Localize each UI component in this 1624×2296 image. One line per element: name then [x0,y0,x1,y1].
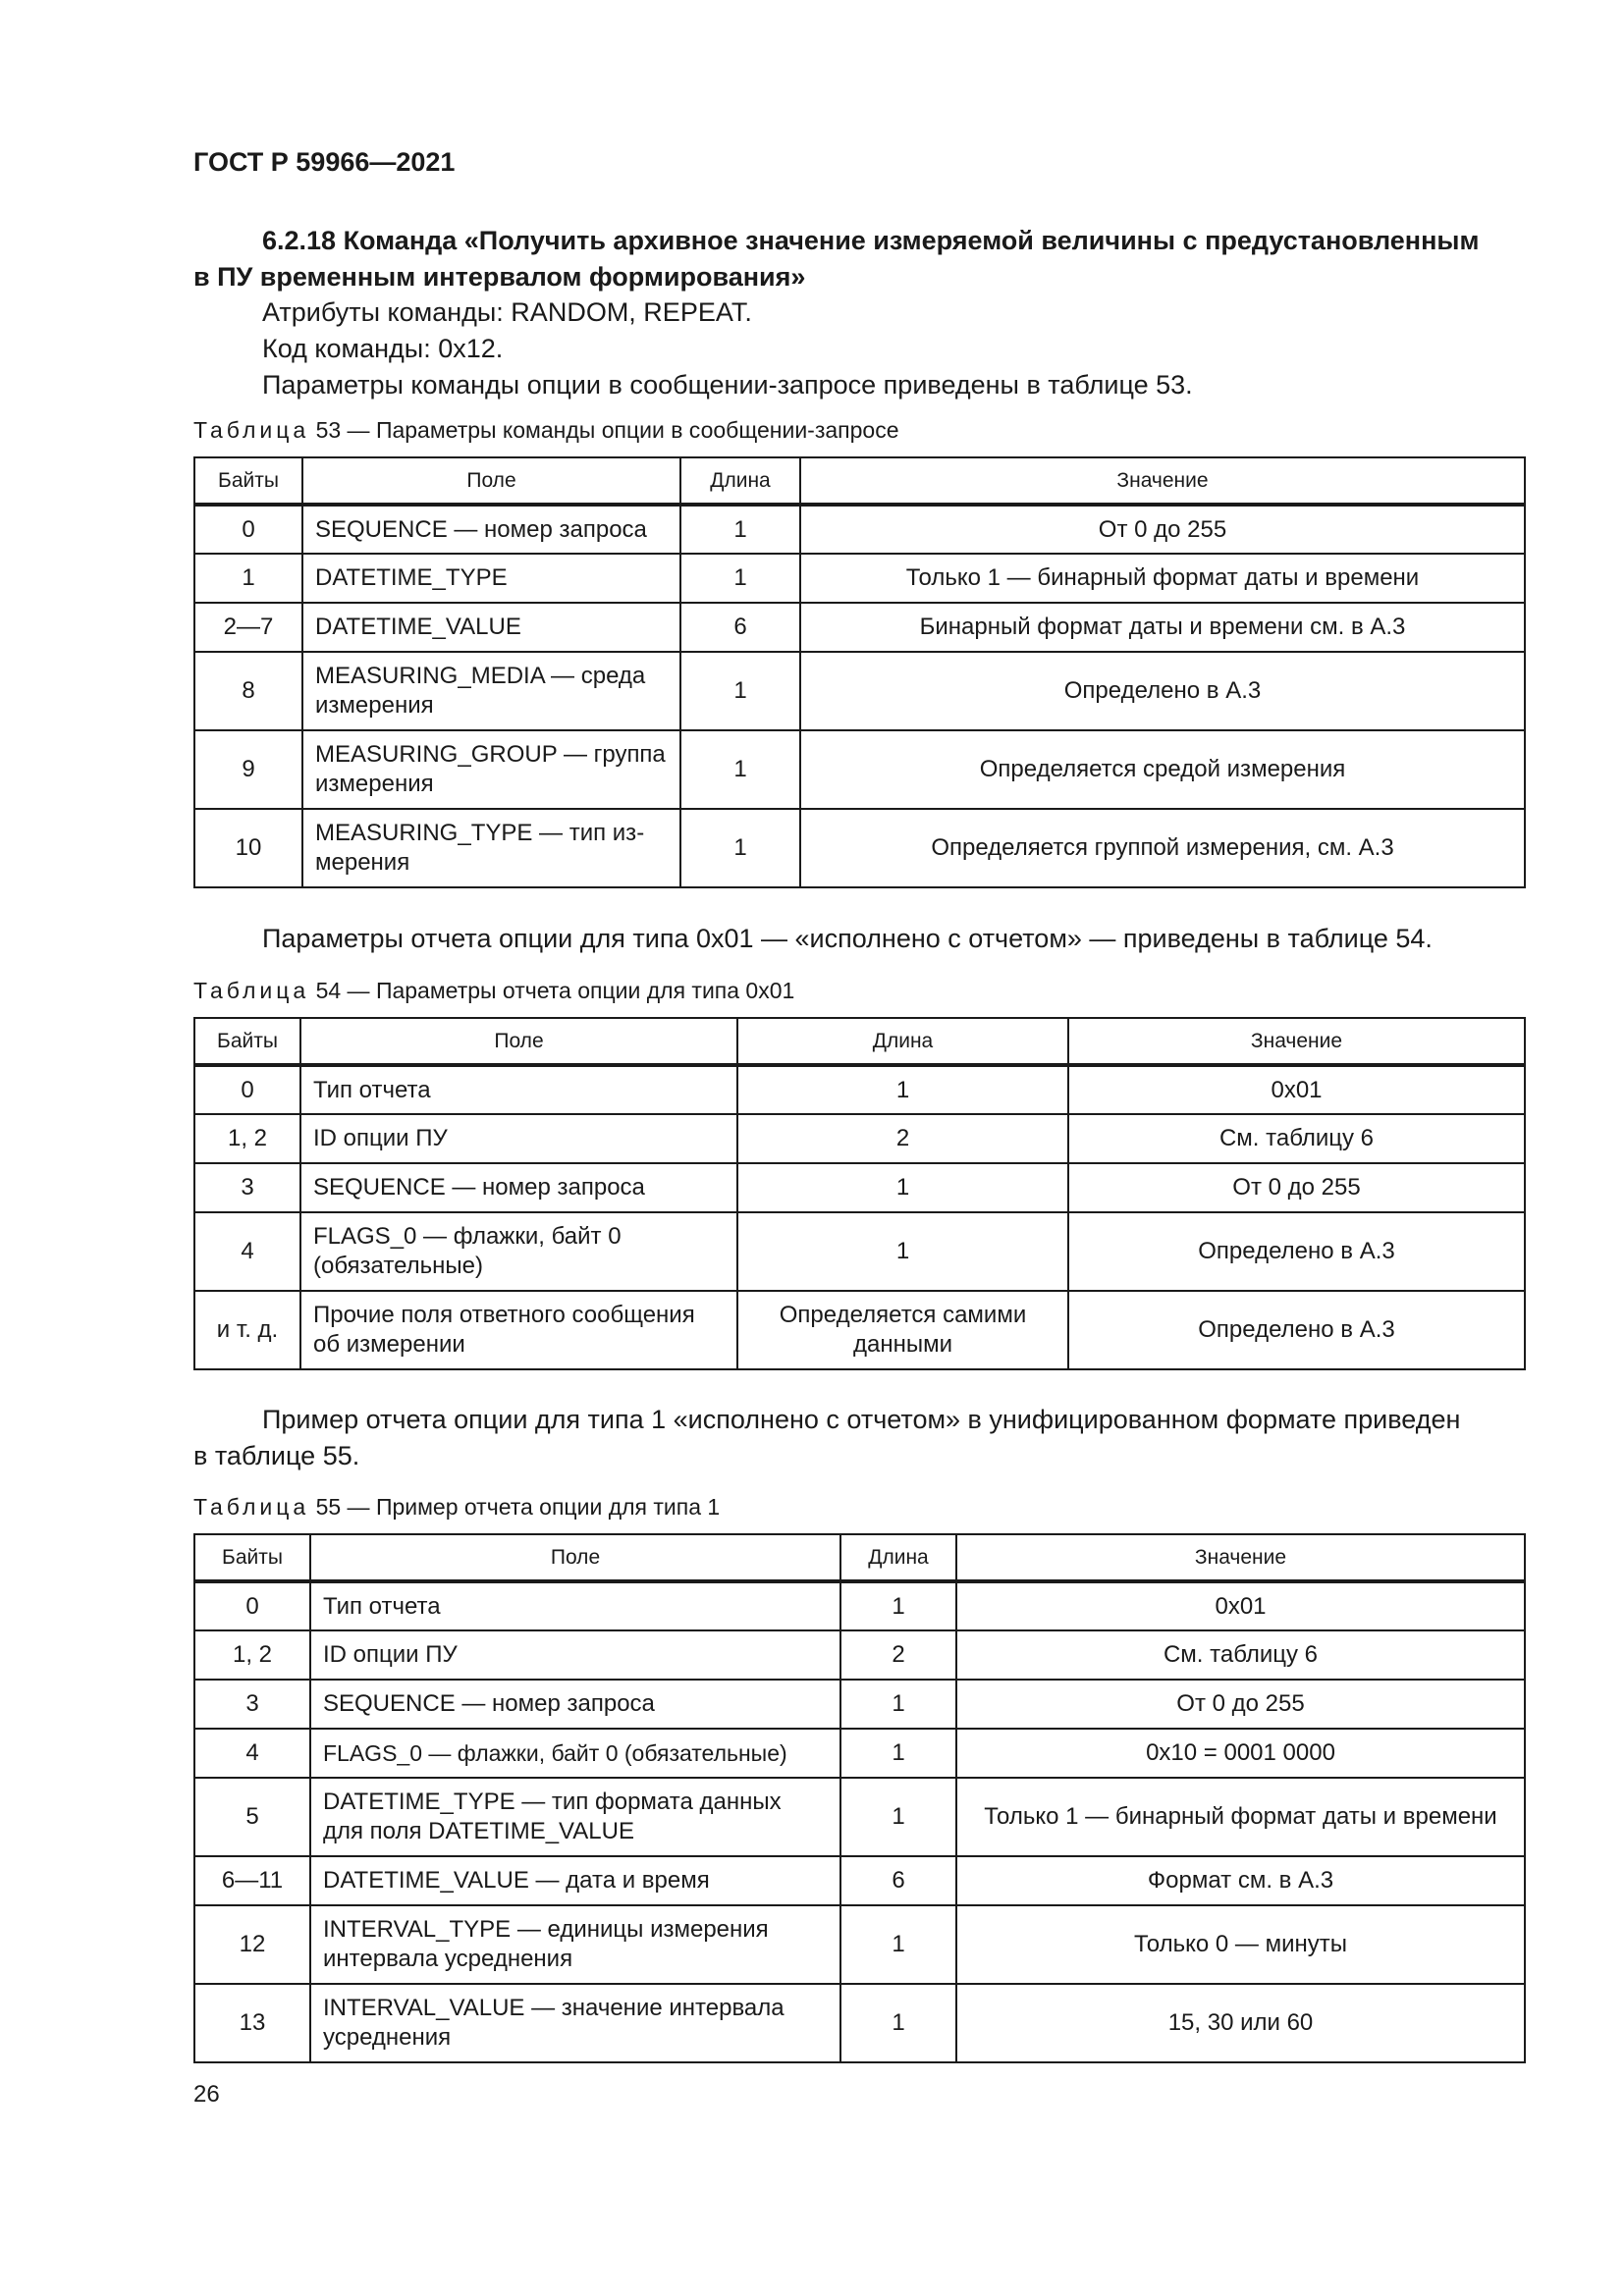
table-row [194,1581,1525,1630]
cell-length: 1 [840,1778,956,1856]
cell-length: Определяется самими данными [737,1291,1068,1369]
cell-length: 1 [737,1065,1068,1114]
cell-bytes: 1, 2 [194,1114,300,1163]
cell-length: 1 [840,1680,956,1729]
table-54 [193,1017,1526,1370]
cell-length: 1 [840,1984,956,2062]
table53-header-row [194,457,1525,505]
cell-length: 6 [840,1856,956,1905]
cell-field: MEASURING_TYPE — тип из-мерения [302,809,680,887]
table-row [194,1680,1525,1729]
cell-value: От 0 до 255 [956,1680,1525,1729]
table54-header-bytes: Байты [194,1018,300,1065]
section-title-line2: в ПУ временным интервалом формирования» [193,262,806,292]
table-row [194,1856,1525,1905]
table54-header-field: Поле [300,1018,737,1065]
cell-bytes: 3 [194,1680,310,1729]
cell-bytes: 2—7 [194,603,302,652]
command-code: Код команды: 0x12. [262,334,504,363]
cell-field: INTERVAL_TYPE — единицы измерения интервала усреднения [310,1905,840,1984]
table-row [194,730,1525,809]
cell-length: 6 [680,603,800,652]
table53-caption [193,417,899,444]
command-attributes: Атрибуты команды: RANDOM, REPEAT. [262,297,752,327]
table55-header-row [194,1534,1525,1581]
cell-field: Тип отчета [310,1581,840,1630]
cell-field: DATETIME_TYPE — тип формата данных для поля DATETIME_VALUE [310,1778,840,1856]
table-row [194,1114,1525,1163]
cell-value: 0x01 [1068,1065,1525,1114]
cell-length: 1 [737,1212,1068,1291]
cell-bytes: 13 [194,1984,310,2062]
cell-field: ID опции ПУ [300,1114,737,1163]
table-row [194,1212,1525,1291]
table55-intro [193,1402,1509,1474]
table-row [194,554,1525,603]
table-row [194,1630,1525,1680]
table-row [194,1163,1525,1212]
table-55 [193,1533,1526,2063]
cell-length: 1 [840,1729,956,1778]
cell-field: FLAGS_0 — флажки, байт 0 (обязательные) [300,1212,737,1291]
cell-field: DATETIME_TYPE [302,554,680,603]
cell-field: Тип отчета [300,1065,737,1114]
table53-caption-word: Таблица [193,417,310,443]
cell-bytes: 0 [194,1581,310,1630]
cell-bytes: 6—11 [194,1856,310,1905]
table55-header-value: Значение [956,1534,1525,1581]
cell-value: Определяется средой измерения [800,730,1525,809]
cell-value: 15, 30 или 60 [956,1984,1525,2062]
cell-value: Определяется группой измерения, см. А.3 [800,809,1525,887]
cell-bytes: 0 [194,505,302,554]
table54-header-value: Значение [1068,1018,1525,1065]
cell-field: INTERVAL_VALUE — значение интервала усреднения [310,1984,840,2062]
cell-bytes: 3 [194,1163,300,1212]
cell-value: Определено в А.3 [1068,1212,1525,1291]
cell-field: SEQUENCE — номер запроса [310,1680,840,1729]
cell-value: Определено в А.3 [1068,1291,1525,1369]
table55-header-length: Длина [840,1534,956,1581]
table55-intro-line1: Пример отчета опции для типа 1 «исполнено с отчетом» в унифицированном формате приведен [262,1405,1461,1434]
cell-value: От 0 до 255 [1068,1163,1525,1212]
table53-intro: Параметры команды опции в сообщении-запросе приведены в таблице 53. [262,370,1193,400]
cell-length: 1 [680,809,800,887]
table54-caption-text: 54 — Параметры отчета опции для типа 0x01 [315,978,795,1003]
cell-length: 1 [680,505,800,554]
cell-value: 0x01 [956,1581,1525,1630]
cell-field: FLAGS_0 — флажки, байт 0 (обязательные) [310,1729,840,1778]
table55-caption-word: Таблица [193,1494,310,1520]
table-row [194,809,1525,887]
table53-header-bytes: Байты [194,457,302,505]
cell-bytes: 9 [194,730,302,809]
cell-bytes: 10 [194,809,302,887]
table-row [194,1729,1525,1778]
table55-header-field: Поле [310,1534,840,1581]
section-title-line1: 6.2.18 Команда «Получить архивное значение измеряемой величины с предустановленным [262,226,1480,255]
table-row [194,1291,1525,1369]
table54-intro-text: Параметры отчета опции для типа 0x01 — «исполнено с отчетом» — приведены в таблице 54. [262,924,1433,953]
table54-caption-word: Таблица [193,978,310,1003]
cell-length: 2 [737,1114,1068,1163]
cell-value: Бинарный формат даты и времени см. в А.3 [800,603,1525,652]
table55-caption [193,1494,720,1521]
cell-field: MEASURING_MEDIA — среда измерения [302,652,680,730]
cell-field: SEQUENCE — номер запроса [302,505,680,554]
cell-value: Формат см. в А.3 [956,1856,1525,1905]
cell-bytes: 12 [194,1905,310,1984]
cell-bytes: 8 [194,652,302,730]
table55-caption-text: 55 — Пример отчета опции для типа 1 [315,1494,721,1520]
table-53 [193,456,1526,888]
cell-value: От 0 до 255 [800,505,1525,554]
cell-length: 2 [840,1630,956,1680]
cell-length: 1 [680,730,800,809]
cell-value: 0x10 = 0001 0000 [956,1729,1525,1778]
cell-bytes: и т. д. [194,1291,300,1369]
section-heading [193,223,1509,295]
table54-caption [193,978,794,1004]
table54-intro [193,921,1509,957]
table54-header-row [194,1018,1525,1065]
cell-bytes: 1 [194,554,302,603]
cell-length: 1 [840,1905,956,1984]
table55-header-bytes: Байты [194,1534,310,1581]
cell-length: 1 [840,1581,956,1630]
cell-field: DATETIME_VALUE — дата и время [310,1856,840,1905]
cell-bytes: 4 [194,1212,300,1291]
cell-value: Только 0 — минуты [956,1905,1525,1984]
cell-bytes: 4 [194,1729,310,1778]
cell-length: 1 [737,1163,1068,1212]
cell-value: Только 1 — бинарный формат даты и времени [956,1778,1525,1856]
table53-caption-text: 53 — Параметры команды опции в сообщении-запросе [315,417,899,443]
table-row [194,1065,1525,1114]
table-row [194,1778,1525,1856]
cell-field: Прочие поля ответного сообщения об измерении [300,1291,737,1369]
cell-length: 1 [680,652,800,730]
table54-header-length: Длина [737,1018,1068,1065]
cell-field: MEASURING_GROUP — группа измерения [302,730,680,809]
cell-value: См. таблицу 6 [1068,1114,1525,1163]
cell-value: Только 1 — бинарный формат даты и времени [800,554,1525,603]
table53-header-value: Значение [800,457,1525,505]
cell-bytes: 1, 2 [194,1630,310,1680]
table55-intro-line2: в таблице 55. [193,1441,360,1470]
table-row [194,1905,1525,1984]
page-number: 26 [193,2081,220,2108]
command-description [193,294,1509,403]
cell-value: Определено в А.3 [800,652,1525,730]
cell-bytes: 5 [194,1778,310,1856]
cell-length: 1 [680,554,800,603]
cell-value: См. таблицу 6 [956,1630,1525,1680]
cell-field: DATETIME_VALUE [302,603,680,652]
table-row [194,603,1525,652]
table-row [194,1984,1525,2062]
cell-bytes: 0 [194,1065,300,1114]
document-id: ГОСТ Р 59966—2021 [193,147,456,177]
table53-header-field: Поле [302,457,680,505]
table-row [194,505,1525,554]
table53-header-length: Длина [680,457,800,505]
cell-field: SEQUENCE — номер запроса [300,1163,737,1212]
cell-field: ID опции ПУ [310,1630,840,1680]
table-row [194,652,1525,730]
